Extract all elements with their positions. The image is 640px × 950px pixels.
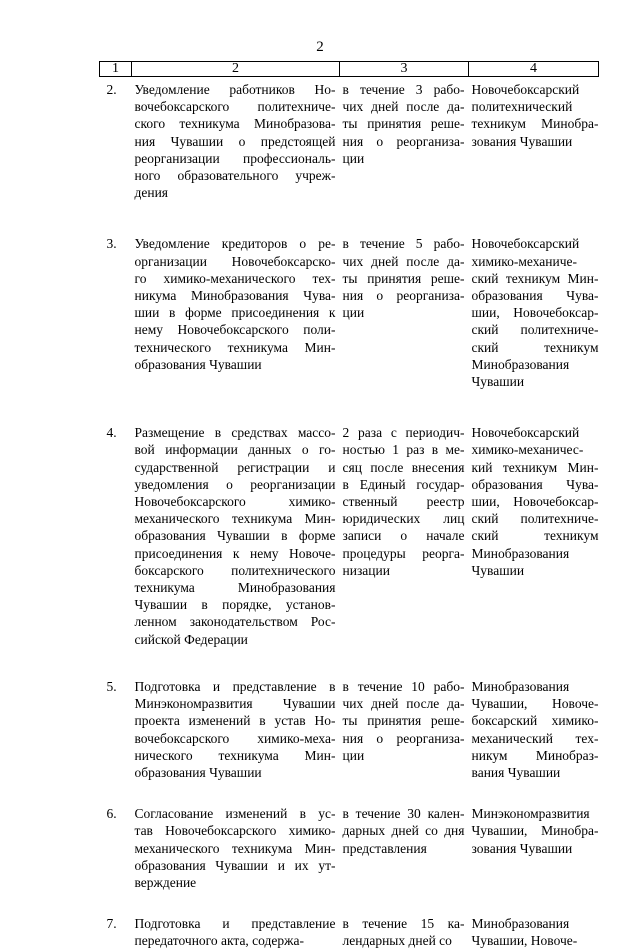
responsible-cell-line: механический тех- xyxy=(471,730,599,746)
action-cell-line: сийской Федерации xyxy=(134,631,248,647)
responsible-cell-line: Минэкономразвития xyxy=(471,806,590,822)
column-header-3: 3 xyxy=(340,62,469,77)
term-cell xyxy=(340,648,469,781)
term-cell-line: 2 раза с периодич- xyxy=(342,425,465,441)
responsible-cell-line: никум Минобраз- xyxy=(471,747,599,763)
action-cell-line: Подготовка и представление xyxy=(134,916,336,932)
responsible-cell-line: Чувашии, Минобра- xyxy=(471,823,599,839)
row-number-text: 2. xyxy=(106,82,117,97)
responsible-cell-line: химико-механиче- xyxy=(471,253,578,269)
term-cell-line: ния о реорганиза- xyxy=(342,133,465,149)
page-number: 2 xyxy=(316,39,324,55)
term-cell xyxy=(340,891,469,949)
column-header-2: 2 xyxy=(132,62,340,77)
responsible-cell-line: техникум Минобра- xyxy=(471,116,599,132)
responsible-cell-line: Чувашии, Новоче- xyxy=(471,933,578,949)
table-row xyxy=(100,77,599,202)
action-cell-line: никума Минобразования Чува- xyxy=(134,288,336,304)
responsible-cell-line: ский техникум xyxy=(471,528,599,544)
action-cell-line: механического техникума Мин- xyxy=(134,511,336,527)
term-cell xyxy=(340,781,469,891)
row-number xyxy=(100,201,132,390)
term-cell-line: в течение 10 рабо- xyxy=(342,678,465,694)
action-cell-line: образования Чувашии в форме xyxy=(134,528,336,544)
term-cell-line: ции xyxy=(342,747,365,763)
term-cell-line: юридических лиц xyxy=(342,511,465,527)
action-cell-line: Уведомление работников Но- xyxy=(134,82,336,97)
row-number-text: 7. xyxy=(106,916,117,932)
action-cell xyxy=(132,201,340,390)
term-cell-line: в течение 3 рабо- xyxy=(342,82,465,97)
action-cell-line: образования Чувашии и их ут- xyxy=(134,857,336,873)
action-cell-line: Согласование изменений в ус- xyxy=(134,806,336,822)
term-cell-line: ты принятия реше- xyxy=(342,713,465,729)
action-cell-line: вочебоксарского химико-меха- xyxy=(134,730,336,746)
action-cell-line: образования Чувашии xyxy=(134,356,262,372)
action-cell xyxy=(132,77,340,202)
responsible-cell-line: Новочебоксарский xyxy=(471,425,580,441)
action-cell-line: го химико-механического тех- xyxy=(134,270,336,286)
action-cell-line: реорганизации профессиональ- xyxy=(134,150,336,166)
responsible-cell xyxy=(469,201,599,390)
responsible-cell-line: Минобразования xyxy=(471,356,570,372)
term-cell-line: ты принятия реше- xyxy=(342,116,465,132)
responsible-cell-line: Чувашии xyxy=(471,374,525,390)
action-cell-line: ленном законодательством Рос- xyxy=(134,614,336,630)
term-cell-line: в течение 15 ка- xyxy=(342,916,465,932)
action-cell-line: присоединения к нему Новоче- xyxy=(134,545,336,561)
action-cell-line: тав Новочебоксарского химико- xyxy=(134,823,336,839)
term-cell-line: ции xyxy=(342,305,365,321)
term-cell xyxy=(340,390,469,648)
responsible-cell-line: шии, Новочебоксар- xyxy=(471,494,599,510)
action-cell xyxy=(132,648,340,781)
action-cell xyxy=(132,781,340,891)
responsible-cell-line: образования Чува- xyxy=(471,476,599,492)
action-cell-line: Минэкономразвития Чувашии xyxy=(134,696,336,712)
responsible-cell-line: Минобразования xyxy=(471,545,570,561)
term-cell-line: дарных дней со дня xyxy=(342,823,465,839)
action-cell-line: проекта изменений в устав Но- xyxy=(134,713,336,729)
term-cell-line: в течение 30 кален- xyxy=(342,806,465,822)
term-cell-line: записи о начале xyxy=(342,528,465,544)
responsible-cell xyxy=(469,648,599,781)
column-header-1: 1 xyxy=(100,62,132,77)
term-cell xyxy=(340,201,469,390)
term-cell-line: в течение 5 рабо- xyxy=(342,236,465,252)
action-cell-line: организации Новочебоксарско- xyxy=(134,253,336,269)
table-header-row xyxy=(100,62,599,77)
responsible-cell-line: химико-механичес- xyxy=(471,442,584,458)
row-number-text: 4. xyxy=(106,425,117,441)
responsible-cell-line: Чувашии, Новоче- xyxy=(471,696,599,712)
term-cell-line: лендарных дней со xyxy=(342,933,452,949)
responsible-cell xyxy=(469,781,599,891)
responsible-cell-line: Чувашии xyxy=(471,562,525,578)
action-cell xyxy=(132,390,340,648)
action-cell-line: Подготовка и представление в xyxy=(134,678,336,694)
responsible-cell-line: Новочебоксарский xyxy=(471,236,580,252)
action-cell-line: боксарского политехнического xyxy=(134,562,336,578)
row-number xyxy=(100,891,132,949)
action-cell-line: передаточного акта, содержа- xyxy=(134,933,304,949)
plan-table xyxy=(99,61,599,950)
row-number xyxy=(100,77,132,202)
action-cell-line: ного образовательного учреж- xyxy=(134,168,336,184)
term-cell-line: процедуры реорга- xyxy=(342,545,465,561)
action-cell-line: дения xyxy=(134,185,169,201)
responsible-cell-line: Минобразования xyxy=(471,916,570,932)
responsible-cell-line: ский политехниче- xyxy=(471,322,599,338)
action-cell-line: технического техникума Мин- xyxy=(134,339,336,355)
action-cell-line: ского техникума Минобразова- xyxy=(134,116,336,132)
action-cell-line: нического техникума Мин- xyxy=(134,747,336,763)
action-cell-line: техникума Минобразования xyxy=(134,580,336,596)
action-cell-line: Чувашии в порядке, установ- xyxy=(134,597,336,613)
responsible-cell-line: боксарский химико- xyxy=(471,713,599,729)
row-number-text: 3. xyxy=(106,236,117,252)
term-cell-line: представления xyxy=(342,840,427,856)
term-cell-line: чих дней после да- xyxy=(342,99,465,115)
table-row xyxy=(100,390,599,648)
responsible-cell xyxy=(469,77,599,202)
action-cell-line: шии в форме присоединения к xyxy=(134,305,336,321)
action-cell-line: нему Новочебоксарского поли- xyxy=(134,322,336,338)
action-cell-line: механического техникума Мин- xyxy=(134,840,336,856)
row-number-text: 5. xyxy=(106,678,117,694)
responsible-cell-line: ский техникум xyxy=(471,339,599,355)
action-cell-line: Новочебоксарского химико- xyxy=(134,494,336,510)
term-cell xyxy=(340,77,469,202)
responsible-cell-line: Новочебоксарский xyxy=(471,82,580,97)
term-cell-line: низации xyxy=(342,562,390,578)
action-cell-line: верждение xyxy=(134,874,197,890)
action-cell-line: сударственной регистрации и xyxy=(134,459,336,475)
action-cell-line: Уведомление кредиторов о ре- xyxy=(134,236,336,252)
action-cell-line: Размещение в средствах массо- xyxy=(134,425,336,441)
row-number xyxy=(100,390,132,648)
responsible-cell-line: ский техникум Мин- xyxy=(471,270,599,286)
action-cell-line: ния Чувашии о предстоящей xyxy=(134,133,336,149)
row-number-text: 6. xyxy=(106,806,117,822)
column-header-4: 4 xyxy=(469,62,599,77)
responsible-cell xyxy=(469,390,599,648)
term-cell-line: сяц после внесения xyxy=(342,459,465,475)
term-cell-line: ностью 1 раз в ме- xyxy=(342,442,465,458)
table-row xyxy=(100,648,599,781)
action-cell-line: образования Чувашии xyxy=(134,764,262,780)
action-cell-line: уведомления о реорганизации xyxy=(134,476,336,492)
term-cell-line: ции xyxy=(342,150,365,166)
term-cell-line: ния о реорганиза- xyxy=(342,288,465,304)
term-cell-line: ты принятия реше- xyxy=(342,270,465,286)
term-cell-line: ния о реорганиза- xyxy=(342,730,465,746)
responsible-cell-line: образования Чува- xyxy=(471,288,599,304)
responsible-cell-line: вания Чувашии xyxy=(471,764,561,780)
action-cell-line: вочебоксарского политехниче- xyxy=(134,99,336,115)
term-cell-line: чих дней после да- xyxy=(342,696,465,712)
responsible-cell xyxy=(469,891,599,949)
responsible-cell-line: шии, Новочебоксар- xyxy=(471,305,599,321)
term-cell-line: ственный реестр xyxy=(342,494,465,510)
responsible-cell-line: кий техникум Мин- xyxy=(471,459,599,475)
responsible-cell-line: ский политехниче- xyxy=(471,511,599,527)
responsible-cell-line: зования Чувашии xyxy=(471,840,573,856)
row-number xyxy=(100,648,132,781)
responsible-cell-line: политехнический xyxy=(471,99,573,115)
action-cell xyxy=(132,891,340,949)
table-row xyxy=(100,891,599,949)
term-cell-line: в Единый государ- xyxy=(342,476,465,492)
term-cell-line: чих дней после да- xyxy=(342,253,465,269)
action-cell-line: вой информации данных о го- xyxy=(134,442,336,458)
table-row xyxy=(100,201,599,390)
row-number xyxy=(100,781,132,891)
responsible-cell-line: Минобразования xyxy=(471,678,570,694)
table-row xyxy=(100,781,599,891)
responsible-cell-line: зования Чувашии xyxy=(471,133,573,149)
